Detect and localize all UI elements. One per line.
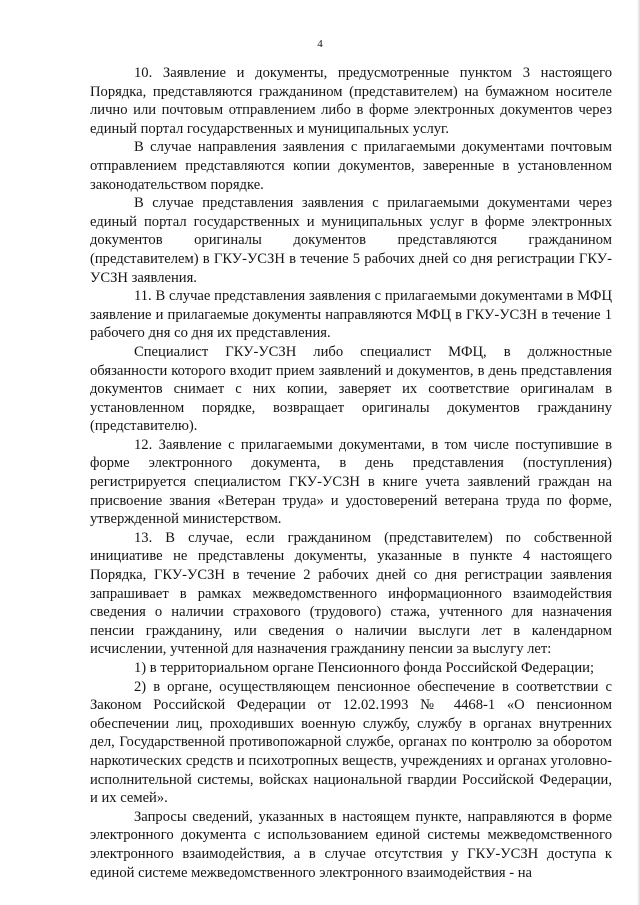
paragraph-12: 12. Заявление с прилагаемыми документами, в том числе поступившие в форме электронного документа, в день представления (поступления) регистрируется специалистом ГКУ-УСЗН в книге учета заявлений граждан на присвоение звания «Ветеран труда» и удостоверений ветерана труда по форме, утвержденной министерством.: [90, 436, 612, 528]
list-item-1: 1) в территориальном органе Пенсионного фонда Российской Федерации;: [134, 660, 594, 676]
paragraph-portal-submission: В случае представления заявления с прилагаемыми документами через единый портал государственных и муниципальных услуг в форме электронных документов оригиналы документов представляются гражданином (представителем) в ГКУ-УСЗН в течение 5 рабочих дней со дня регистрации ГКУ-УСЗН заявления.: [90, 195, 612, 286]
paragraph-specialist: Специалист ГКУ-УСЗН либо специалист МФЦ, в должностные обязанности которого входит прием заявлений и документов, в день представления документов снимает с них копии, заверяет их соответствие оригиналам в установленном порядке, возвращает оригиналы документов гражданину (представителю).: [90, 343, 612, 435]
page-number: 4: [317, 38, 323, 50]
list-item-2: 2) в органе, осуществляющем пенсионное обеспечение в соответствии с Законом Российской Федерации от 12.02.1993 № 4468-1 «О пенсионном обеспечении лиц, проходивших военную службу, службу в органах внутренних дел, Государственной противопожарной службе, органах по контролю за оборотом наркотических средств и психотропных веществ, учреждениях и органах уголовно-исполнительной системы, войсках национальной гвардии Российской Федерации, и их семей».: [90, 678, 612, 807]
paragraph-13: 13. В случае, если гражданином (представителем) по собственной инициативе не представлены документы, указанные в пункте 4 настоящего Порядка, ГКУ-УСЗН в течение 2 рабочих дней со дня регистрации заявления запрашивает в рамках межведомственного информационного взаимодействия сведения о наличии страхового (трудового) стажа, учтенного для назначения пенсии гражданину, или сведения о наличии выслуги лет в календарном исчислении, учтенной для назначения гражданину пенсии за выслугу лет:: [90, 529, 612, 658]
paragraph-10: 10. Заявление и документы, предусмотренные пунктом 3 настоящего Порядка, представляются гражданином (представителем) на бумажном носителе лично или почтовым отправлением либо в форме электронных документов через единый портал государственных и муниципальных услуг.: [90, 65, 612, 137]
paragraph-11: 11. В случае представления заявления с прилагаемыми документами в МФЦ заявление и прилагаемые документы направляются МФЦ в ГКУ-УСЗН в течение 1 рабочего дня со дня их представления.: [90, 288, 612, 342]
document-body: [90, 64, 612, 882]
paragraph-requests: Запросы сведений, указанных в настоящем пункте, направляются в форме электронного документа с использованием единой системы межведомственного электронного взаимодействия, а в случае отсутствия у ГКУ-УСЗН доступа к единой системе межведомственного электронного взаимодействия - на: [90, 808, 612, 881]
paragraph-postal-submission: В случае направления заявления с прилагаемыми документами почтовым отправлением представляются копии документов, заверенные в установленном законодательством порядке.: [90, 139, 612, 193]
